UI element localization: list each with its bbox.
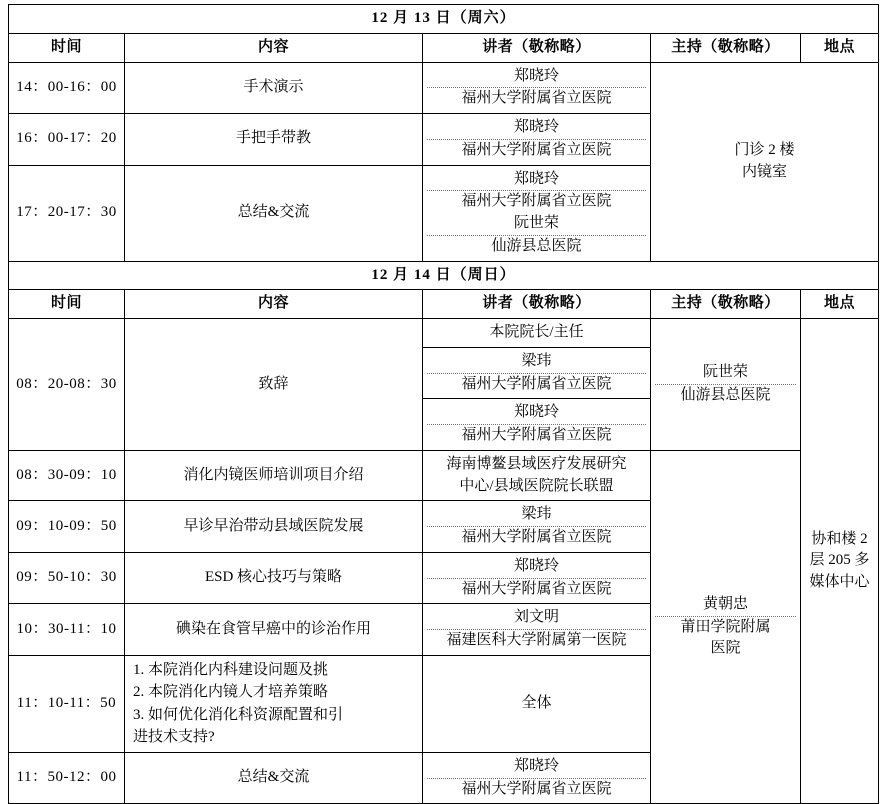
speaker-name: 郑晓玲 xyxy=(427,756,646,779)
row-topic: ESD 核心技巧与策略 xyxy=(125,552,423,604)
speaker-part xyxy=(423,348,650,400)
speaker-name: 郑晓玲 xyxy=(427,169,646,192)
speaker-name: 刘文明 xyxy=(427,607,646,630)
row-topic: 总结&交流 xyxy=(125,752,423,804)
row-time: 11：10-11：50 xyxy=(9,655,125,752)
row-speaker xyxy=(423,501,651,553)
column-header-time: 时间 xyxy=(9,290,125,319)
row-speaker xyxy=(423,450,651,501)
day-1-header: 12 月 13 日（周六） xyxy=(9,5,879,34)
row-speaker xyxy=(423,319,651,451)
row-venue xyxy=(651,62,879,261)
venue-line: 层 205 多 xyxy=(809,552,870,569)
column-header-venue: 地点 xyxy=(801,33,879,62)
row-time: 14：00-16：00 xyxy=(9,62,125,114)
row-topic: 手术演示 xyxy=(125,62,423,114)
row-speaker xyxy=(423,114,651,166)
row-venue xyxy=(801,319,879,804)
column-header-topic: 内容 xyxy=(125,290,423,319)
column-header-row xyxy=(9,33,879,62)
speaker-part xyxy=(423,319,650,348)
row-time: 08：30-09：10 xyxy=(9,450,125,501)
row-topic: 消化内镜医师培训项目介绍 xyxy=(125,450,423,501)
speaker-affiliation: 福州大学附属省立医院 xyxy=(461,780,612,797)
column-header-host: 主持（敬称略） xyxy=(651,290,801,319)
host-name: 黄朝忠 xyxy=(655,594,796,617)
speaker-name: 郑晓玲 xyxy=(427,402,646,425)
speaker-name: 梁玮 xyxy=(427,504,646,527)
speaker-affiliation: 福州大学附属省立医院 xyxy=(461,141,612,158)
host-affiliation: 仙游县总医院 xyxy=(680,386,771,403)
row-time: 17：20-17：30 xyxy=(9,165,125,261)
speaker-affiliation: 福州大学附属省立医院 xyxy=(461,529,612,545)
day-header-row xyxy=(9,5,879,34)
day-2-header: 12 月 14 日（周日） xyxy=(9,261,879,290)
row-speaker xyxy=(423,62,651,114)
speaker-name: 郑晓玲 xyxy=(427,556,646,579)
row-speaker: 全体 xyxy=(423,655,651,752)
venue-line: 内镜室 xyxy=(742,163,788,180)
row-topic: 总结&交流 xyxy=(125,165,423,261)
row-speaker xyxy=(423,552,651,604)
row-time: 10：30-11：10 xyxy=(9,604,125,656)
row-speaker xyxy=(423,752,651,804)
row-topic: 碘染在食管早癌中的诊治作用 xyxy=(125,604,423,656)
column-header-topic: 内容 xyxy=(125,33,423,62)
row-host xyxy=(651,450,801,804)
column-header-row xyxy=(9,290,879,319)
table-row xyxy=(9,319,879,451)
table-row xyxy=(9,62,879,114)
speaker-affiliation: 福州大学附属省立医院 xyxy=(461,193,612,210)
row-speaker xyxy=(423,165,651,261)
speaker-name: 阮世荣 xyxy=(427,213,646,236)
speaker-affiliation: 福州大学附属省立医院 xyxy=(461,580,612,597)
row-time: 11：50-12：00 xyxy=(9,752,125,804)
topic-line: 进技术支持? xyxy=(133,729,215,746)
venue-line: 媒体中心 xyxy=(809,574,870,590)
speaker-affiliation: 福州大学附属省立医院 xyxy=(461,90,612,107)
venue-line: 门诊 2 楼 xyxy=(734,141,795,158)
topic-line: 3. 如何优化消化科资源配置和引 xyxy=(133,706,344,723)
speaker-line: 海南博鳌县域医疗发展研究 xyxy=(446,455,627,472)
column-header-venue: 地点 xyxy=(801,290,879,319)
speaker-part xyxy=(423,399,650,450)
row-topic: 致辞 xyxy=(125,319,423,451)
speaker-name: 郑晓玲 xyxy=(427,117,646,140)
topic-line: 2. 本院消化内镜人才培养策略 xyxy=(133,684,329,701)
speaker-affiliation: 福建医科大学附属第一医院 xyxy=(446,632,627,648)
row-topic xyxy=(125,655,423,752)
row-host xyxy=(651,319,801,451)
row-topic: 手把手带教 xyxy=(125,114,423,166)
column-header-speaker: 讲者（敬称略） xyxy=(423,290,651,319)
row-topic: 早诊早治带动县域医院发展 xyxy=(125,501,423,553)
schedule-table xyxy=(8,4,879,804)
speaker-name: 梁玮 xyxy=(427,351,646,374)
speaker-line: 中心/县域医院院长联盟 xyxy=(459,477,614,494)
row-speaker xyxy=(423,604,651,656)
speaker-affiliation: 仙游县总医院 xyxy=(491,237,582,254)
day-header-row xyxy=(9,261,879,290)
row-time: 09：10-09：50 xyxy=(9,501,125,553)
topic-line: 1. 本院消化内科建设问题及挑 xyxy=(133,661,329,678)
row-time: 09：50-10：30 xyxy=(9,552,125,604)
speaker-name: 本院院长/主任 xyxy=(489,324,584,340)
host-name: 阮世荣 xyxy=(655,362,796,385)
column-header-time: 时间 xyxy=(9,33,125,62)
column-header-host: 主持（敬称略） xyxy=(651,33,801,62)
row-time: 16：00-17：20 xyxy=(9,114,125,166)
host-affiliation-line: 医院 xyxy=(710,640,741,657)
column-header-speaker: 讲者（敬称略） xyxy=(423,33,651,62)
venue-line: 协和楼 2 xyxy=(811,530,868,547)
host-affiliation-line: 莆田学院附属 xyxy=(680,618,771,635)
speaker-affiliation: 福州大学附属省立医院 xyxy=(461,427,612,443)
speaker-name: 郑晓玲 xyxy=(427,66,646,89)
speaker-affiliation: 福州大学附属省立医院 xyxy=(461,375,612,392)
row-time: 08：20-08：30 xyxy=(9,319,125,451)
table-row xyxy=(9,450,879,501)
